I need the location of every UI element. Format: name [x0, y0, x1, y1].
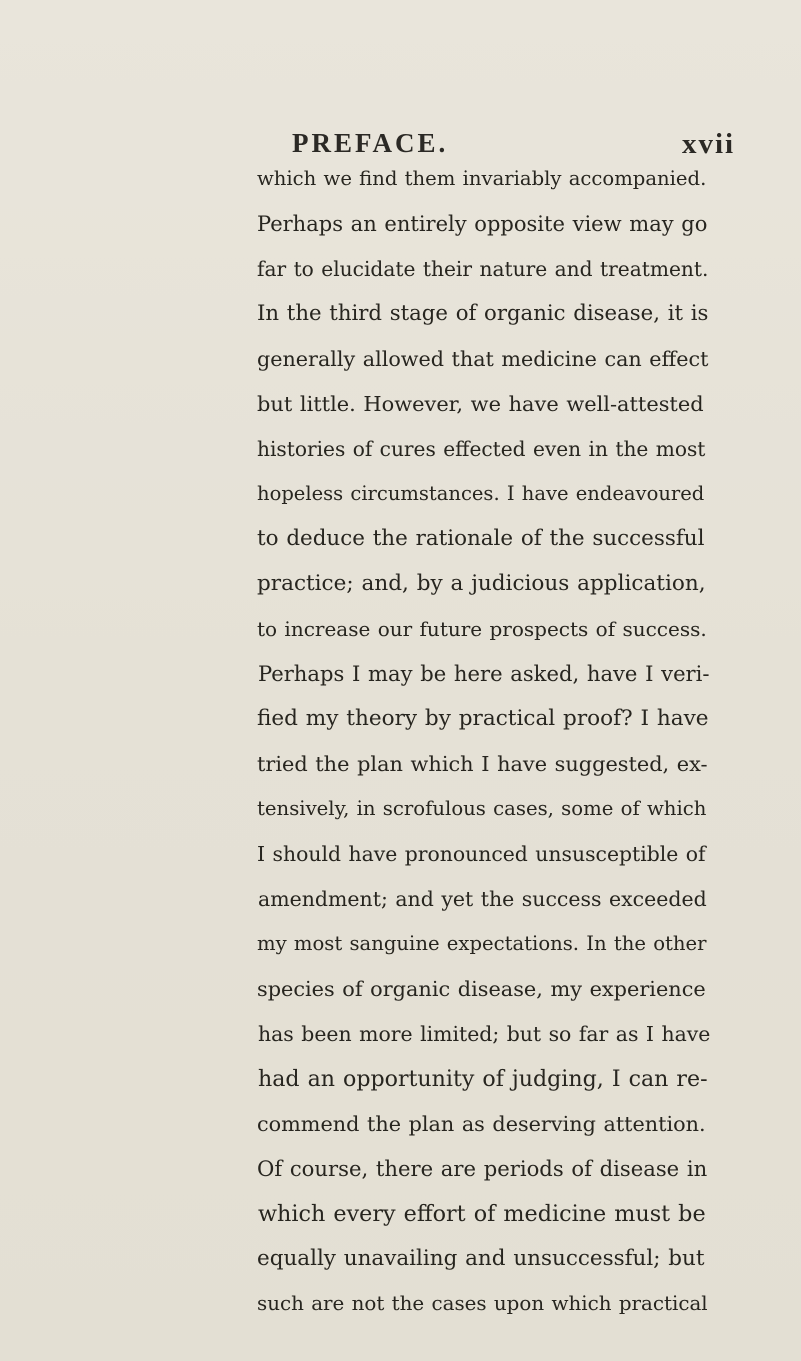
text-line: Perhaps an entirely opposite view may go	[257, 211, 708, 236]
page-number: xvii	[682, 128, 736, 160]
text-line: which every effort of medicine must be	[258, 1201, 706, 1227]
text-line: hopeless circumstances. I have endeavoured	[257, 482, 705, 505]
text-line: my most sanguine expectations. In the other	[257, 932, 707, 955]
text-line: but little. However, we have well-attested	[257, 392, 704, 416]
text-line: fied my theory by practical proof? I have	[257, 706, 709, 731]
text-line: In the third stage of organic disease, it is	[257, 301, 709, 326]
text-line: commend the plan as deserving attention.	[257, 1112, 706, 1136]
text-line: amendment; and yet the success exceeded	[258, 887, 707, 911]
text-line: which we find them invariably accompanied.	[257, 167, 707, 190]
text-line: has been more limited; but so far as I have	[258, 1022, 711, 1046]
text-line: equally unavailing and unsuccessful; but	[257, 1246, 705, 1271]
text-line: Perhaps I may be here asked, have I veri-	[258, 661, 710, 686]
text-line: Of course, there are periods of disease in	[257, 1156, 708, 1181]
text-line: practice; and, by a judicious application,	[257, 571, 706, 596]
text-line: far to elucidate their nature and treatment.	[257, 257, 709, 281]
text-line: had an opportunity of judging, I can re-	[258, 1066, 708, 1092]
text-line: to increase our future prospects of success.	[257, 617, 707, 641]
text-line: I should have pronounced unsusceptible of	[257, 842, 706, 866]
text-line: histories of cures effected even in the most	[257, 437, 706, 461]
text-line: such are not the cases upon which practical	[257, 1292, 708, 1315]
text-line: tensively, in scrofulous cases, some of which	[257, 797, 707, 820]
text-line: to deduce the rationale of the successful	[257, 526, 705, 551]
text-line: generally allowed that medicine can effect	[257, 347, 709, 371]
text-line: species of organic disease, my experience	[257, 977, 706, 1001]
text-line: tried the plan which I have suggested, ex-	[257, 752, 708, 776]
running-title: PREFACE.	[292, 128, 449, 158]
